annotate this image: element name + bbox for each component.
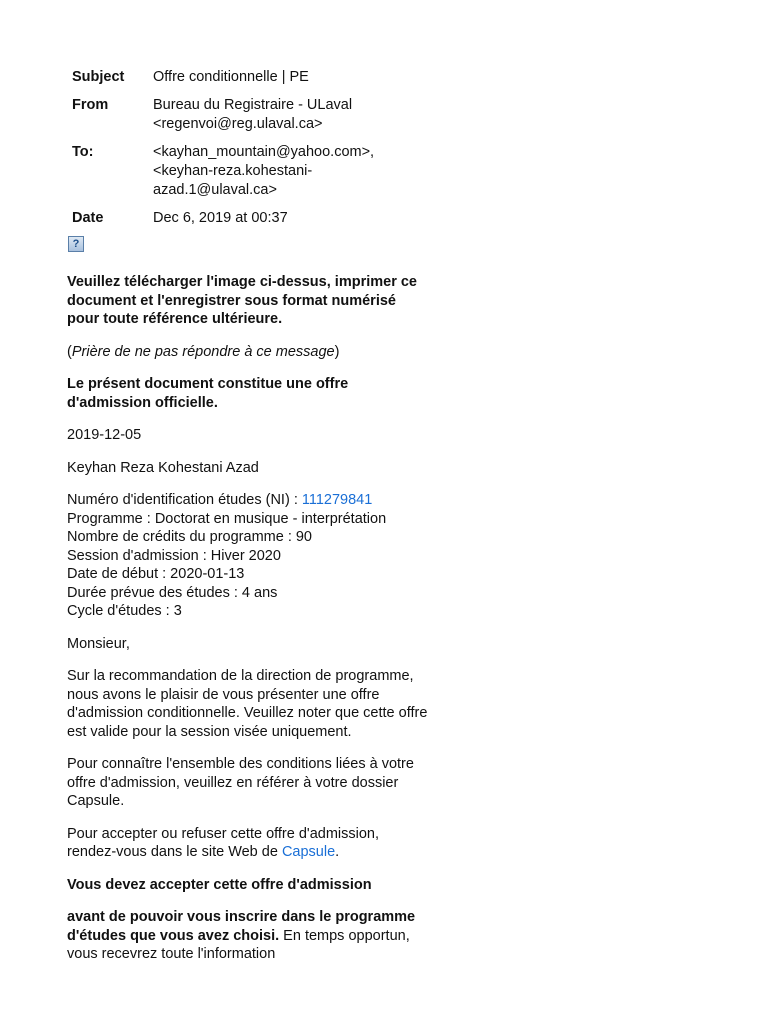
credits-line: Nombre de crédits du programme : 90 [67, 529, 312, 545]
broken-image-question-icon[interactable] [68, 236, 84, 252]
recommendation-paragraph: Sur la recommandation de la direction de programme, nous avons le plaisir de vous présenter une offre d'admission conditionnelle. Veuillez noter que cette offre est valide pour la session visée uniquement. [67, 668, 428, 740]
programme-line: Programme : Doctorat en musique - interprétation [67, 510, 387, 527]
to-recipient-1: <kayhan_mountain@yahoo.com>, [153, 144, 375, 160]
student-name: Keyhan Reza Kohestani Azad [67, 459, 259, 476]
date-value: Dec 6, 2019 at 00:37 [153, 210, 288, 226]
date-label: Date [72, 210, 104, 226]
subject-label: Subject [72, 69, 125, 85]
date-row [72, 209, 432, 228]
session-line: Session d'admission : Hiver 2020 [67, 547, 281, 564]
to-recipient-2-part2: azad.1@ulaval.ca> [153, 182, 277, 198]
from-row [72, 96, 432, 134]
ni-label: Numéro d'identification études (NI) : [67, 492, 302, 508]
to-row [72, 143, 432, 200]
conditions-paragraph: Pour connaître l'ensemble des conditions liées à votre offre d'admission, veuillez en référer à votre dossier Capsule. [67, 756, 414, 809]
no-reply-open-paren: ( [67, 343, 72, 360]
ni-line [67, 491, 432, 510]
download-notice: Veuillez télécharger l'image ci-dessus, imprimer ce document et l'enregistrer sous format numérisé pour toute référence ultérieure. [67, 274, 417, 327]
before-register-bold: avant de pouvoir vous inscrire dans le programme d'études que vous avez choisi. [67, 909, 416, 944]
to-recipient-2-part1: <keyhan-reza.kohestani- [153, 163, 313, 179]
to-value [153, 143, 432, 200]
from-email: <regenvoi@reg.ulaval.ca> [153, 116, 323, 132]
no-reply-close-paren: ) [334, 343, 340, 360]
admission-details [67, 491, 432, 621]
accept-period: . [335, 844, 340, 860]
subject-row [72, 68, 432, 87]
accept-paragraph [67, 825, 432, 862]
must-accept-statement: Vous devez accepter cette offre d'admission [67, 876, 372, 893]
accept-text: Pour accepter ou refuser cette offre d'admission, rendez-vous dans le site Web de [67, 825, 379, 860]
document-date: 2019-12-05 [67, 427, 142, 443]
from-label: From [72, 97, 109, 113]
ni-number-link[interactable]: 111279841 [301, 492, 373, 508]
to-label: To: [72, 144, 94, 160]
broken-image-glyph: ? [72, 238, 80, 250]
official-offer-statement: Le présent document constitue une offre d'admission officielle. [67, 376, 349, 411]
start-date-line: Date de début : 2020-01-13 [67, 566, 245, 582]
no-reply-notice [67, 343, 432, 362]
capsule-link[interactable]: Capsule [281, 844, 336, 860]
from-name: Bureau du Registraire - ULaval [153, 97, 353, 113]
before-register-paragraph [67, 908, 432, 964]
salutation: Monsieur, [67, 635, 130, 652]
no-reply-text: Prière de ne pas répondre à ce message [71, 343, 335, 360]
duration-line: Durée prévue des études : 4 ans [67, 584, 278, 601]
subject-value: Offre conditionnelle | PE [153, 69, 309, 85]
from-value [153, 96, 432, 134]
cycle-line: Cycle d'études : 3 [67, 603, 182, 619]
email-body [67, 273, 432, 978]
email-headers [72, 68, 432, 237]
before-register-rest: En temps opportun, vous recevrez toute l'information [67, 927, 410, 962]
